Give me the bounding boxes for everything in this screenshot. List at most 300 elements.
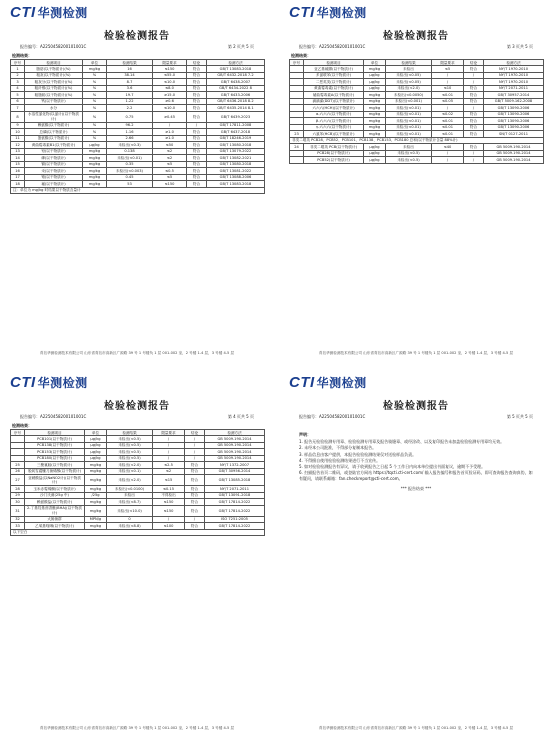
table-cell: 符合 [464,144,484,150]
table-cell: NY/T 1970-2010 [484,66,544,72]
column-header: 单位 [83,60,107,66]
column-header: 检测方法 [207,60,265,66]
table-cell: 符合 [185,462,205,468]
cti-logo: CTI 华测检测 [289,374,367,391]
table-cell: 3.6 [107,85,153,91]
table-cell: mg/kg [85,468,107,474]
table-cell: 乙氧基喹啉(以干物质计) [25,523,85,529]
section-label: 检测结果： [12,423,32,428]
table-cell: 六六六(HCH)(以干物质计) [304,105,364,111]
table-cell: PCB101(以干物质计) [25,436,85,442]
table-cell: 多氯联苯(以干物质计) [304,72,364,78]
table-cell: μg/kg [364,85,386,91]
table-cell: 2.2 [107,105,153,111]
table-cell: / [432,157,464,163]
column-header: 检测项目 [25,60,83,66]
declaration-notes [299,432,533,492]
table-cell: GB 5009.190-2014 [484,150,544,156]
table-cell: 2-丁基羟基茴香醚(BHA)(以干物质计) [25,505,85,516]
column-header: 单位 [364,60,386,66]
table-cell: GB/T 17811-2008 [207,122,265,128]
table-cell: 未检出(<0.5) [107,442,153,448]
table-cell: 未检出(<10.0) [107,505,153,516]
column-header: 检测项目 [304,60,364,66]
table-cell: 符合 [464,85,484,91]
table-cell: 符合 [187,155,207,161]
page-number: 第 3 页共 5 页 [506,44,533,49]
table-cell: mg/kg [85,486,107,492]
table-cell: NY/T 1372-2007 [205,462,265,468]
table-cell: 赖氨酸盐(以干物质计) [25,499,85,505]
table-cell: / [464,105,484,111]
table-cell: GB 5009.190-2014 [205,436,265,442]
table-cell: 未检出(<2.0) [107,475,153,486]
table-cell: mg/kg [85,505,107,516]
table-cell: GB/T 6439-2023 [207,111,265,122]
table-cell: μg/kg [364,150,386,156]
note-item: 1. 报告无检验检测专用章、检验检测专用章及报告骑缝章、或经涂改、以及复印报告未加盖检验检测专用章均无效。 [299,439,505,445]
table-cell: ≥0.45 [153,111,187,122]
note-item: 5. 如对检验检测报告有异议，请于收到报告之日起 5 个工作日内向本单位提出书面复议，逾期不予受理。 [299,463,486,469]
table-cell: % [83,85,107,91]
report-page-4 [0,370,274,737]
results-table [10,59,265,194]
column-header: 结论 [185,430,205,436]
table-cell: GB 5009.190-2014 [205,442,265,448]
table-cell: 8 [11,111,25,122]
table-cell: 不得检出 [153,492,185,498]
table-cell: mg/kg [364,105,386,111]
notes-title: 声明： [299,432,311,437]
table-cell: ≤2 [153,148,187,154]
table-cell: ≤10.0 [153,105,187,111]
report-page-2 [0,0,274,362]
table-cell: ≥1.0 [153,135,187,141]
table-row [11,475,265,486]
cti-logo: CTI 华测检测 [10,374,88,391]
table-cell: 符合 [185,475,205,486]
table-cell: SN/T 0127-2011 [484,131,544,137]
table-cell: 未检出(<8.8) [107,523,153,529]
table-cell: 29 [11,492,25,498]
table-cell: 16 [11,168,25,174]
report-number: A2250458200101001C [40,44,87,49]
table-cell: GB/T 5009.162-2008 [484,98,544,104]
table-cell: 脂肪(以干物质计)(%) [25,66,83,72]
table-cell: 8.7 [107,79,153,85]
table-cell: 铅(以干物质计) [25,148,83,154]
table-cell: ≥1.0 [153,129,187,135]
cti-logo: CTI 华测检测 [289,4,367,21]
table-cell: ≤2 [153,155,187,161]
table-cell: μg/kg [364,72,386,78]
report-meta: 报告编号：A2250458200101001C 第 2 页共 5 页 [20,44,254,49]
table-cell: 符合 [185,523,205,529]
table-cell: mg/kg [364,131,386,137]
table-cell: 未检出(<0.5) [107,436,153,442]
table-cell: ≤0.02 [432,111,464,117]
table-cell: mg/kg [83,168,107,174]
table-cell: GB/T 13085-2018 [205,475,265,486]
merged-cell: 非类二噁英 PCB28、PCB52、PCB101、PCB138、PCB153、PCB180 总和(以干物质计含量 88%计) [290,137,544,143]
table-cell: / [153,449,185,455]
table-cell: ISO 7251:2005 [205,516,265,522]
table-cell: 未检出(<0.0050) [386,92,432,98]
table-row [11,505,265,516]
table-cell: 9 [11,122,25,128]
page-footer: 青岛华测检测技术有限公司 山东省青岛市高新区广源路 39 号 1 号楼负 1 层 001-002 室，2 号楼 1-4 层，3 号楼 4-5 层 [318,725,514,730]
table-cell: / [464,157,484,163]
note-item: 3. 样品信息由客户提供，本报告检验检测结果仅对送检样品负责。 [299,451,417,457]
table-cell: ≥0.6 [153,98,187,104]
table-cell: NY/T 1970-2010 [484,72,544,78]
table-cell: 未检出(<0.05) [386,72,432,78]
table-cell: mg/kg [83,148,107,154]
table-cell: ≤0.15 [153,486,185,492]
table-cell: / [464,150,484,156]
report-title: 检验检测报告 [383,401,449,412]
table-cell: GB/T 17814-2022 [205,505,265,516]
table-cell: β-六六六(以干物质计) [304,118,364,124]
table-cell: ≤10 [432,85,464,91]
table-cell: NY/T 1970-2010 [484,79,544,85]
table-cell: / [153,122,187,128]
table-cell: 2 [11,72,25,78]
table-cell: 未检出 [386,144,432,150]
table-cell: mg/kg [364,98,386,104]
table-cell: 未检出(<0.01) [386,124,432,130]
table-cell: 符合 [187,66,207,72]
table-cell: 未检出(<0.001) [386,98,432,104]
table-cell: mg/kg [364,66,386,72]
table-cell: mg/kg [83,174,107,180]
table-cell: 赭曲霉毒素A(以干物质计) [304,92,364,98]
table-cell: 23 [290,131,304,137]
table-cell: 符合 [187,85,207,91]
column-header: 检测项目 [25,430,85,436]
table-cell: α-六六六(以干物质计) [304,111,364,117]
table-cell: ≤0.01 [432,124,464,130]
report-meta: 报告编号：A2250458200101001C 第 4 页共 5 页 [20,414,254,419]
table-row [290,157,544,163]
column-header: 检测方法 [205,430,265,436]
table-cell: 6 [11,98,25,104]
report-number: A2250458200101001C [40,414,87,419]
table-cell: μg/kg [364,144,386,150]
table-cell: 粗脂肪(以干物质计)(%) [25,92,83,98]
table-cell: 黄曲霉毒素(以干物质计) [304,85,364,91]
table-cell: GB/T 30957-2014 [484,92,544,98]
table-cell: PCB28(以干物质计) [304,150,364,156]
table-cell: 符合 [187,142,207,148]
table-cell: PCB138(以干物质计) [25,442,85,448]
table-cell: 符合 [185,468,205,474]
table-cell: MPN/g [85,516,107,522]
table-cell: 27 [11,475,25,486]
report-end-marker: *** 报告结束 *** [400,485,432,491]
table-cell: GB 5009.190-2014 [205,455,265,461]
table-cell: GB/T 13091-2018 [205,492,265,498]
table-cell: 符合 [187,111,207,122]
table-cell: /25g [85,492,107,498]
page-footer: 青岛华测检测技术有限公司 山东省青岛市高新区广源路 39 号 1 号楼负 1 层 001-002 室，2 号楼 1-4 层，3 号楼 4-5 层 [39,725,235,730]
column-header: 序号 [11,430,25,436]
table-cell: % [83,98,107,104]
table-cell: 符合 [464,66,484,72]
table-cell: 7 [11,105,25,111]
table-cell: / [153,442,185,448]
table-cell: ≤0.01 [432,131,464,137]
table-cell: % [83,111,107,122]
report-number: A2250458200101001C [319,44,366,49]
table-cell: 符合 [187,98,207,104]
table-cell: % [83,92,107,98]
table-cell [290,157,304,163]
column-header: 检测结果 [386,60,432,66]
table-cell: 1.22 [107,98,153,104]
table-cell: 12 [11,142,25,148]
table-cell: NY/T 2071-2011 [484,85,544,91]
table-cell: GB/T 6438-2007 [207,79,265,85]
table-cell: ≤5 [153,174,187,180]
table-cell: 大肠菌群 [25,516,85,522]
column-header: 结论 [464,60,484,66]
table-cell: 19.7 [107,92,153,98]
table-cell: 符合 [185,499,205,505]
merged-cell: 注：单位为 mg/kg 时结果以干物质含量计 [11,187,265,193]
table-cell: 14 [11,155,25,161]
table-cell: mg/kg [85,462,107,468]
column-header: 限量要求 [153,60,187,66]
table-cell: mg/kg [364,111,386,117]
table-cell: ≤8.0 [153,85,187,91]
column-header: 序号 [11,60,25,66]
table-cell: GB/T 18246-2019 [207,135,265,141]
table-cell: GB/T 13090-2006 [484,111,544,117]
table-cell: 未检出 [107,492,153,498]
table-cell: 5 [11,92,25,98]
table-cell: 亚硝酸盐(以NaNO2计)(以干物质计) [25,475,85,486]
table-cell: 0.35 [107,161,153,167]
table-cell: / [153,436,185,442]
column-header: 检测结果 [107,60,153,66]
table-cell: 六氯苯(HCB)(以干物质计) [304,131,364,137]
table-cell: 17 [11,174,25,180]
table-cell: 赖氨酸(以干物质计) [25,122,83,128]
column-header: 结论 [187,60,207,66]
table-cell: % [83,135,107,141]
report-title: 检验检测报告 [104,31,170,42]
results-table [289,59,544,164]
table-cell: / [185,449,205,455]
column-header: 限量要求 [432,60,464,66]
table-cell: ≤0.05 [432,98,464,104]
table-cell: GB/T 30956-2014 [205,468,265,474]
table-cell: 31 [11,505,25,516]
page-footer: 青岛华测检测技术有限公司 山东省青岛市高新区广源路 39 号 1 号楼负 1 层 001-002 室，2 号楼 1-4 层，3 号楼 4-5 层 [318,350,514,355]
table-cell: / [185,436,205,442]
table-cell: 4 [11,85,25,91]
table-cell: 0.75 [107,111,153,122]
table-cell: 1.16 [107,129,153,135]
table-cell: GB/T 13080-2018 [207,142,265,148]
table-cell: ≤5 [432,66,464,72]
table-cell: 水分 [25,105,83,111]
table-cell: 镉(以干物质计) [25,161,83,167]
results-table [10,429,265,536]
table-cell: GB/T 13080-2018 [207,161,265,167]
table-cell: 53 [107,181,153,187]
table-cell: mg/kg [83,155,107,161]
table-cell: 38.14 [107,72,153,78]
table-row-merged [11,529,265,535]
table-cell: μg/kg [364,79,386,85]
table-cell: 未检出(<0.1) [107,468,153,474]
table-cell: 未检出(<0.01) [386,105,432,111]
table-row [11,111,265,122]
table-cell: 符合 [185,505,205,516]
table-cell: ≤0.01 [432,92,464,98]
table-cell: 蛋氨酸(以干物质计) [25,135,83,141]
page-number: 第 4 页共 5 页 [227,414,254,419]
table-cell: ≤2 [153,468,185,474]
table-cell: ≤150 [153,499,185,505]
table-cell: 未检出(<0.5) [107,455,153,461]
report-page-3 [279,0,553,362]
table-cell: / [185,442,205,448]
column-header: 序号 [290,60,304,66]
table-cell: ≤100 [153,523,185,529]
page-footer: 青岛华测检测技术有限公司 山东省青岛市高新区广源路 39 号 1 号楼负 1 层 001-002 室，2 号楼 1-4 层，3 号楼 4-5 层 [39,350,235,355]
table-cell: 13 [11,148,25,154]
table-cell: μg/kg [85,436,107,442]
table-cell: 未检出(<0.01) [386,131,432,137]
table-cell: 未检出(<0.5) [107,449,153,455]
table-cell: mg/kg [364,118,386,124]
table-cell: ≤50 [153,142,187,148]
table-cell: GB/T 6432-2018 7.2 [207,72,265,78]
table-cell: 11 [11,135,25,141]
table-cell: 符合 [187,79,207,85]
table-cell: 26 [11,468,25,474]
table-cell: GB/T 6437-2018 [207,129,265,135]
table-cell: / [185,516,205,522]
table-cell: ≤10.0 [153,79,187,85]
table-cell: 总磷(以干物质计) [25,129,83,135]
table-cell: ≤5 [153,161,187,167]
table-cell: 未检出(<2.0) [107,462,153,468]
table-cell: PCB180(以干物质计) [25,455,85,461]
table-cell: GB/T 13081-2022 [207,168,265,174]
table-cell: 0 [107,516,153,522]
table-cell: 未检出(<8.7) [107,499,153,505]
table-cell: 2.66 [107,135,153,141]
table-cell: / [432,79,464,85]
table-row-merged [11,187,265,193]
table-cell: GB/T 13083-2018 [207,181,265,187]
report-meta: 报告编号：A2250458200101001C 第 3 页共 5 页 [299,44,533,49]
table-cell: mg/kg [364,124,386,130]
table-cell: ≤2.5 [153,462,185,468]
table-cell: 水溶性氯化物(以氯计)(以干物质计) [25,111,83,122]
table-cell: 黄曲霉毒素B1(以干物质计) [25,142,83,148]
table-cell: mg/kg [83,161,107,167]
table-cell: / [153,516,185,522]
table-cell: 未检出(<0.5) [386,157,432,163]
table-cell: % [83,122,107,128]
note-item: 2. 未经本公司批准，不得部分复制本报告。 [299,445,377,451]
table-cell: 10 [11,129,25,135]
table-cell: / [464,79,484,85]
table-cell: GB/T 13088-2006 [207,174,265,180]
table-cell: 16 [107,66,153,72]
table-cell: 符合 [187,161,207,167]
note-item: 6. 扫描报告首页二维码，或登陆官方网站 https://tqcti.cti-cert.com/ 输入报告编号和报告首页验证码，即可查询报告查询真伪，如有疑问，请联系邮箱：fan.checkreport@cti-cert.com。 [299,470,533,482]
table-cell: % [83,105,107,111]
table-cell: ≤15 [153,475,185,486]
table-cell: 符合 [187,148,207,154]
table-cell: ≤150 [153,181,187,187]
table-cell: ≤40 [432,144,464,150]
table-cell: 铬(以干物质计) [25,174,83,180]
table-cell: 25 [11,462,25,468]
table-cell: 符合 [187,72,207,78]
table-cell: GB 5009.190-2014 [484,157,544,163]
table-cell: ≤55.0 [153,72,187,78]
table-cell: mg/kg [364,92,386,98]
table-cell: 未检出(<0.01) [107,155,153,161]
table-cell: GB/T 6435-2014 8.1 [207,105,265,111]
column-header: 检测方法 [484,60,544,66]
table-cell: mg/kg [85,475,107,486]
table-cell: 符合 [185,486,205,492]
column-header: 限量要求 [153,430,185,436]
table-cell: ≤0.5 [153,168,187,174]
table-cell: 符合 [464,111,484,117]
table-cell: GB/T 6436-2018 8.2 [207,98,265,104]
table-cell: 符合 [187,174,207,180]
table-cell: μg/kg [85,449,107,455]
table-cell: 未检出(<0.5) [386,150,432,156]
table-cell: 钙(以干物质计) [25,98,83,104]
table-cell: GB/T 13090-2006 [484,124,544,130]
table-cell: 符合 [464,131,484,137]
table-cell: 未检出(<0.003) [107,168,153,174]
table-cell: 28 [11,486,25,492]
table-cell: 0.138 [107,148,153,154]
table-cell: 粗灰分(以干物质计)(%) [25,79,83,85]
table-cell: 脱氧雪腐镰刀菌烯醇(以干物质计) [25,468,85,474]
page-number: 第 5 页共 5 页 [506,414,533,419]
table-cell: 未检出 [386,66,432,72]
column-header: 检测结果 [107,430,153,436]
table-cell: 未检出(<2.0) [386,85,432,91]
table-cell: / [432,150,464,156]
table-cell: 符合 [187,129,207,135]
table-cell: mg/kg [83,181,107,187]
table-cell: NY/T 2071-2011 [205,486,265,492]
table-cell: 33 [11,523,25,529]
table-cell: ≥15.0 [153,92,187,98]
table-cell: 3 [11,79,25,85]
table-cell: GB/T 13090-2006 [484,105,544,111]
table-cell: μg/kg [83,142,107,148]
table-cell: 氟(以干物质计) [25,181,83,187]
table-cell: 未检出(<0.01) [386,118,432,124]
report-title: 检验检测报告 [383,31,449,42]
table-cell: GB/T 13090-2006 [484,118,544,124]
table-cell: % [83,129,107,135]
